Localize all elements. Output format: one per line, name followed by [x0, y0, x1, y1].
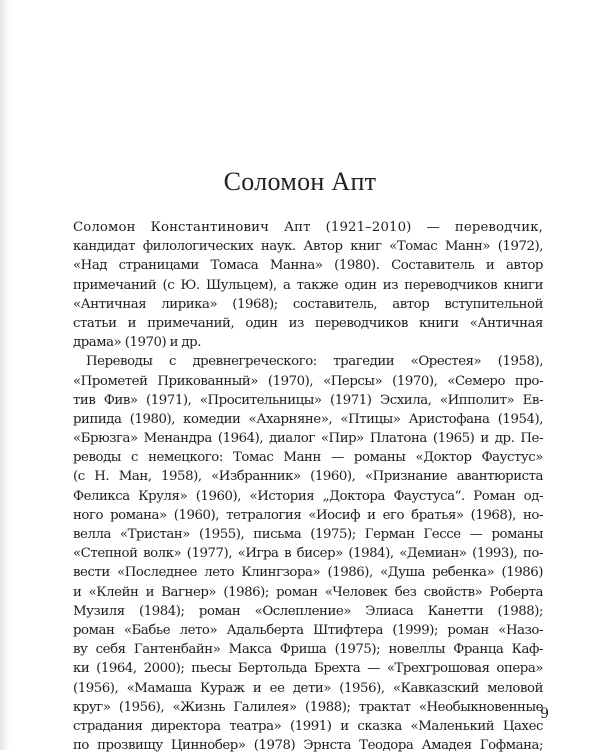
text-line: статьи и примечаний, один из переводчиков книги «Античная: [73, 315, 543, 331]
text-line: Переводы с древнегреческого: трагедии «Орестея» (1958),: [86, 354, 543, 370]
text-line: (1956), «Мамаша Кураж и ее дети» (1956), «Кавказский меловой: [73, 680, 543, 696]
text-line: «Античная лирика» (1968); составитель, автор вступительной: [73, 296, 543, 312]
text-line: тив Фив» (1971), «Просительницы» (1971) Эсхила, «Ипполит» Ев-: [73, 392, 543, 408]
text-line: «Степной волк» (1977), «Игра в бисер» (1984), «Демиан» (1993), по-: [73, 546, 543, 562]
text-line: ки (1964, 2000); пьесы Бертольда Брехта — «Трехгрошовая опера»: [73, 661, 543, 677]
page-title: Соломон Апт: [223, 167, 377, 196]
text-line: «Прометей Прикованный» (1970), «Персы» (1970), «Семеро про-: [73, 373, 543, 389]
text-line: реводы с немецкого: Томас Манн — романы «Доктор Фаустус»: [73, 450, 543, 466]
text-line: круг» (1956), «Жизнь Галилея» (1988); трактат «Необыкновенные: [73, 699, 543, 715]
text-line: «Брюзга» Менандра (1964), диалог «Пир» Платона (1965) и др. Пе-: [73, 431, 543, 447]
text-line: ву себя Гантенбайн» Макса Фриша (1975); новеллы Франца Каф-: [73, 642, 543, 658]
biography-text: [73, 218, 543, 755]
text-line: (с Н. Ман, 1958), «Избранник» (1960), «Признание авантюриста: [73, 469, 543, 485]
text-line: и «Клейн и Вагнер» (1986); роман «Человек без свойств» Роберта: [73, 584, 543, 600]
text-line: по прозвищу Циннобер» (1978) Эрнста Теодора Амадея Гофмана;: [73, 738, 543, 754]
text-line: Соломон Константинович Апт (1921–2010) — переводчик,: [73, 220, 543, 235]
text-line: «Над страницами Томаса Манна» (1980). Составитель и автор: [73, 258, 543, 274]
text-line: роман «Бабье лето» Адальберта Штифтера (1999); роман «Назо-: [73, 622, 543, 638]
text-line: примечаний (с Ю. Шульцем), а также один из переводчиков книги: [73, 277, 543, 293]
text-line: страдания директора театра» (1991) и сказка «Маленький Цахес: [73, 718, 543, 734]
text-line: вести «Последнее лето Клингзора» (1986), «Душа ребенка» (1986): [73, 565, 543, 581]
paragraph-biography: [73, 218, 543, 352]
text-line: велла «Тристан» (1955), письма (1975); Герман Гессе — романы: [73, 527, 543, 542]
page-number: 9: [540, 706, 549, 722]
text-line: рипида (1980), комедии «Ахарняне», «Птицы» Аристофана (1954),: [73, 411, 543, 427]
text-line: драма» (1970) и др.: [73, 335, 201, 351]
text-line: Феликса Круля» (1960), «История „Доктора Фаустуса“. Роман од-: [73, 488, 543, 504]
text-line: ного романа» (1960), тетралогия «Иосиф и его братья» (1968), но-: [73, 507, 543, 523]
text-line: кандидат филологических наук. Автор книг «Томас Манн» (1972),: [73, 239, 543, 255]
text-line: Музиля (1984); роман «Ослепление» Элиаса Канетти (1988);: [73, 603, 543, 619]
page-gutter-shadow: [0, 0, 10, 750]
paragraph-translations: [73, 352, 543, 755]
